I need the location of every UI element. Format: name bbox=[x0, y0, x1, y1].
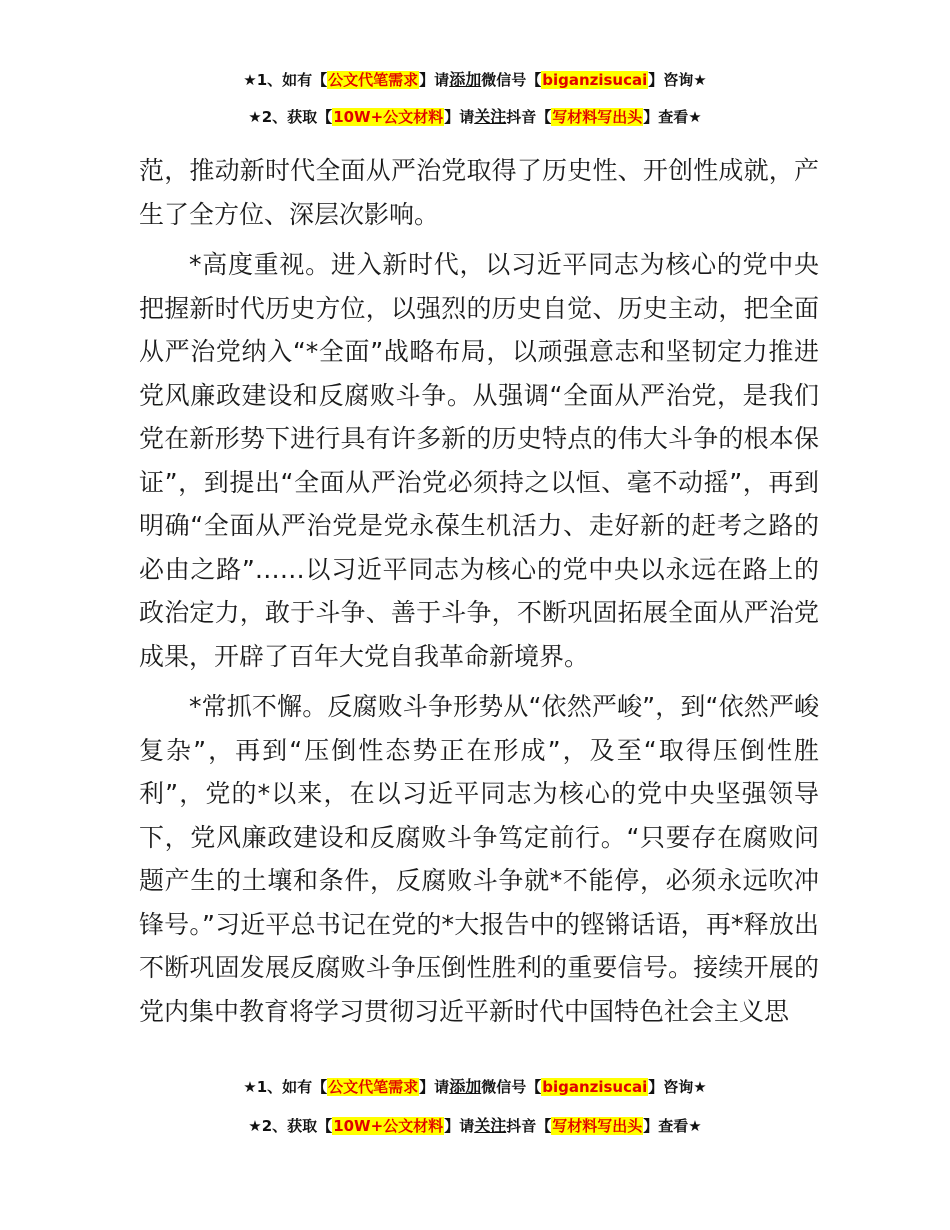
banner-highlight-wechat-id: biganzisucai bbox=[542, 1078, 648, 1096]
banner-emphasis: 关注 bbox=[474, 107, 507, 126]
banner-emphasis: 关注 bbox=[474, 1116, 507, 1135]
banner-text: 抖音【 bbox=[506, 108, 552, 126]
footer-banner-line-1 bbox=[0, 1077, 950, 1097]
header-banner-line-2 bbox=[0, 107, 950, 127]
banner-highlight-douyin-id: 写材料写出头 bbox=[552, 1117, 643, 1135]
banner-prefix: ★1、如有【 bbox=[243, 1078, 328, 1096]
banner-text: 抖音【 bbox=[506, 1117, 552, 1135]
document-body bbox=[139, 149, 819, 1040]
banner-text: 】请 bbox=[419, 71, 450, 89]
paragraph-persistent-effort: *常抓不懈。反腐败斗争形势从“依然严峻”，到“依然严峻复杂”，再到“压倒性态势正在形成”，及至“取得压倒性胜利”，党的*以来，在以习近平同志为核心的党中央坚强领导下，党风廉政建设和反腐败斗争笃定前行。“只要存在腐败问题产生的土壤和条件，反腐败斗争就*不能停，必须永远吹冲锋号。”习近平总书记在党的*大报告中的铿锵话语，再*释放出不断巩固发展反腐败斗争压倒性胜利的重要信号。接续开展的党内集中教育将学习贯彻习近平新时代中国特色社会主义思 bbox=[139, 692, 819, 1026]
banner-highlight-service: 公文代笔需求 bbox=[328, 71, 419, 89]
banner-text: 】请 bbox=[419, 1078, 450, 1096]
banner-emphasis: 添加 bbox=[449, 1077, 482, 1096]
banner-text: 微信号【 bbox=[481, 1078, 542, 1096]
banner-highlight-materials: 10W+公文材料 bbox=[333, 1117, 444, 1135]
banner-suffix: 】咨询★ bbox=[648, 1078, 707, 1096]
banner-prefix: ★1、如有【 bbox=[243, 71, 328, 89]
banner-highlight-materials: 10W+公文材料 bbox=[333, 108, 444, 126]
header-banner-line-1 bbox=[0, 70, 950, 90]
paragraph-continued: 范，推动新时代全面从严治党取得了历史性、开创性成就，产生了全方位、深层次影响。 bbox=[139, 156, 819, 229]
banner-suffix: 】查看★ bbox=[643, 108, 702, 126]
banner-highlight-wechat-id: biganzisucai bbox=[542, 71, 648, 89]
banner-suffix: 】查看★ bbox=[643, 1117, 702, 1135]
banner-emphasis: 添加 bbox=[449, 70, 482, 89]
banner-text: 微信号【 bbox=[481, 71, 542, 89]
paragraph-high-attention: *高度重视。进入新时代，以习近平同志为核心的党中央把握新时代历史方位，以强烈的历史自觉、历史主动，把全面从严治党纳入“*全面”战略布局，以顽强意志和坚韧定力推进党风廉政建设和反腐败斗争。从强调“全面从严治党，是我们党在新形势下进行具有许多新的历史特点的伟大斗争的根本保证”，到提出“全面从严治党必须持之以恒、毫不动摇”，再到明确“全面从严治党是党永葆生机活力、走好新的赶考之路的必由之路”……以习近平同志为核心的党中央以永远在路上的政治定力，敢于斗争、善于斗争，不断巩固拓展全面从严治党成果，开辟了百年大党自我革命新境界。 bbox=[139, 250, 819, 671]
banner-prefix: ★2、获取【 bbox=[248, 1117, 333, 1135]
banner-text: 】请 bbox=[444, 108, 475, 126]
footer-banner-line-2 bbox=[0, 1116, 950, 1136]
banner-highlight-douyin-id: 写材料写出头 bbox=[552, 108, 643, 126]
banner-prefix: ★2、获取【 bbox=[248, 108, 333, 126]
banner-text: 】请 bbox=[444, 1117, 475, 1135]
banner-suffix: 】咨询★ bbox=[648, 71, 707, 89]
banner-highlight-service: 公文代笔需求 bbox=[328, 1078, 419, 1096]
